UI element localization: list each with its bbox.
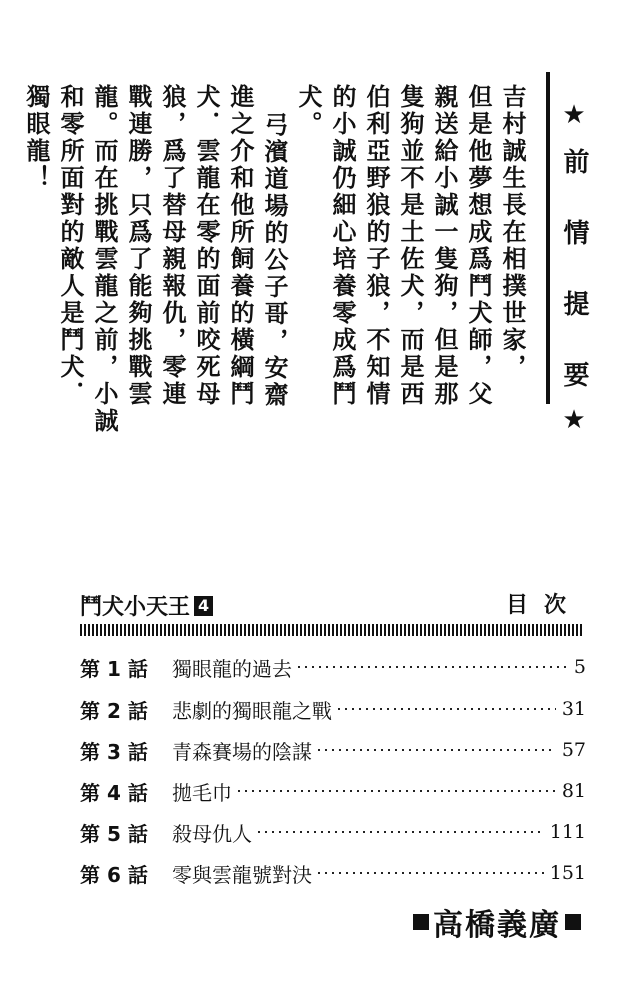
chapter-number: 第 1 話 bbox=[80, 656, 148, 681]
summary-column: 的小誠仍細心培養零成爲鬥 bbox=[328, 84, 356, 408]
chapter-page: 31 bbox=[561, 698, 586, 720]
square-bullet-icon bbox=[565, 914, 581, 930]
chapter-page: 151 bbox=[549, 862, 586, 884]
chapter-number: 第 2 話 bbox=[80, 698, 148, 723]
square-bullet-icon bbox=[413, 914, 429, 930]
toc-entry[interactable] bbox=[80, 735, 586, 765]
author-name: 高橋義廣 bbox=[433, 908, 561, 943]
leader-dots bbox=[298, 666, 568, 668]
summary-column: 狼，爲了替母親報仇，零連 bbox=[158, 84, 186, 408]
book-title-text: 鬥犬小天王 bbox=[80, 595, 191, 620]
leader-dots bbox=[338, 708, 556, 710]
volume-badge: 4 bbox=[194, 596, 213, 616]
summary-column: 犬．雲龍在零的面前咬死母 bbox=[192, 84, 220, 408]
chapter-page: 57 bbox=[561, 739, 586, 761]
leader-dots bbox=[258, 831, 544, 833]
chapter-number: 第 4 話 bbox=[80, 780, 148, 805]
summary-column: 龍。而在挑戰雲龍之前，小誠 bbox=[90, 84, 118, 435]
toc-heading: 目次 bbox=[505, 593, 582, 618]
toc-entry[interactable] bbox=[80, 652, 586, 682]
summary-column: 戰連勝，只爲了能夠挑戰雲 bbox=[124, 84, 152, 408]
summary-column: 和零所面對的敵人是鬥犬． bbox=[56, 84, 84, 408]
toc-divider bbox=[80, 624, 584, 636]
chapter-title: 拋毛巾 bbox=[172, 780, 232, 805]
summary-column: 但是他夢想成爲鬥犬師，父 bbox=[464, 84, 492, 408]
leader-dots bbox=[318, 749, 556, 751]
summary-column: 犬。 bbox=[294, 84, 322, 138]
chapter-title: 悲劇的獨眼龍之戰 bbox=[172, 698, 332, 723]
toc-entry[interactable] bbox=[80, 858, 586, 888]
summary-column: 伯利亞野狼的子狼，不知情 bbox=[362, 84, 390, 408]
summary-column: 親送給小誠一隻狗，但是那 bbox=[430, 84, 458, 408]
toc-entry[interactable] bbox=[80, 694, 586, 724]
summary-rule bbox=[546, 72, 550, 404]
chapter-title: 獨眼龍的過去 bbox=[172, 656, 292, 681]
chapter-page: 81 bbox=[561, 780, 586, 802]
summary-column: 獨眼龍！ bbox=[22, 84, 50, 192]
summary-column: 吉村誠生長在相撲世家， bbox=[498, 84, 526, 381]
leader-dots bbox=[238, 790, 556, 792]
author-credit bbox=[409, 900, 585, 944]
chapter-number: 第 5 話 bbox=[80, 821, 148, 846]
book-title bbox=[80, 590, 213, 621]
chapter-page: 5 bbox=[573, 656, 586, 678]
chapter-number: 第 3 話 bbox=[80, 739, 148, 764]
chapter-title: 殺母仇人 bbox=[172, 821, 252, 846]
toc-entry[interactable] bbox=[80, 776, 586, 806]
summary-column: 進之介和他所飼養的橫綱鬥 bbox=[226, 84, 254, 408]
summary-column: 隻狗並不是土佐犬，而是西 bbox=[396, 84, 424, 408]
chapter-number: 第 6 話 bbox=[80, 862, 148, 887]
chapter-page: 111 bbox=[549, 821, 586, 843]
chapter-title: 青森賽場的陰謀 bbox=[172, 739, 312, 764]
summary-title: ★前 情 提 要★ bbox=[559, 100, 589, 454]
toc-entry[interactable] bbox=[80, 817, 586, 847]
leader-dots bbox=[318, 872, 544, 874]
chapter-title: 零與雲龍號對決 bbox=[172, 862, 312, 887]
summary-column: 弓濱道場的公子哥，安齋 bbox=[260, 112, 288, 409]
